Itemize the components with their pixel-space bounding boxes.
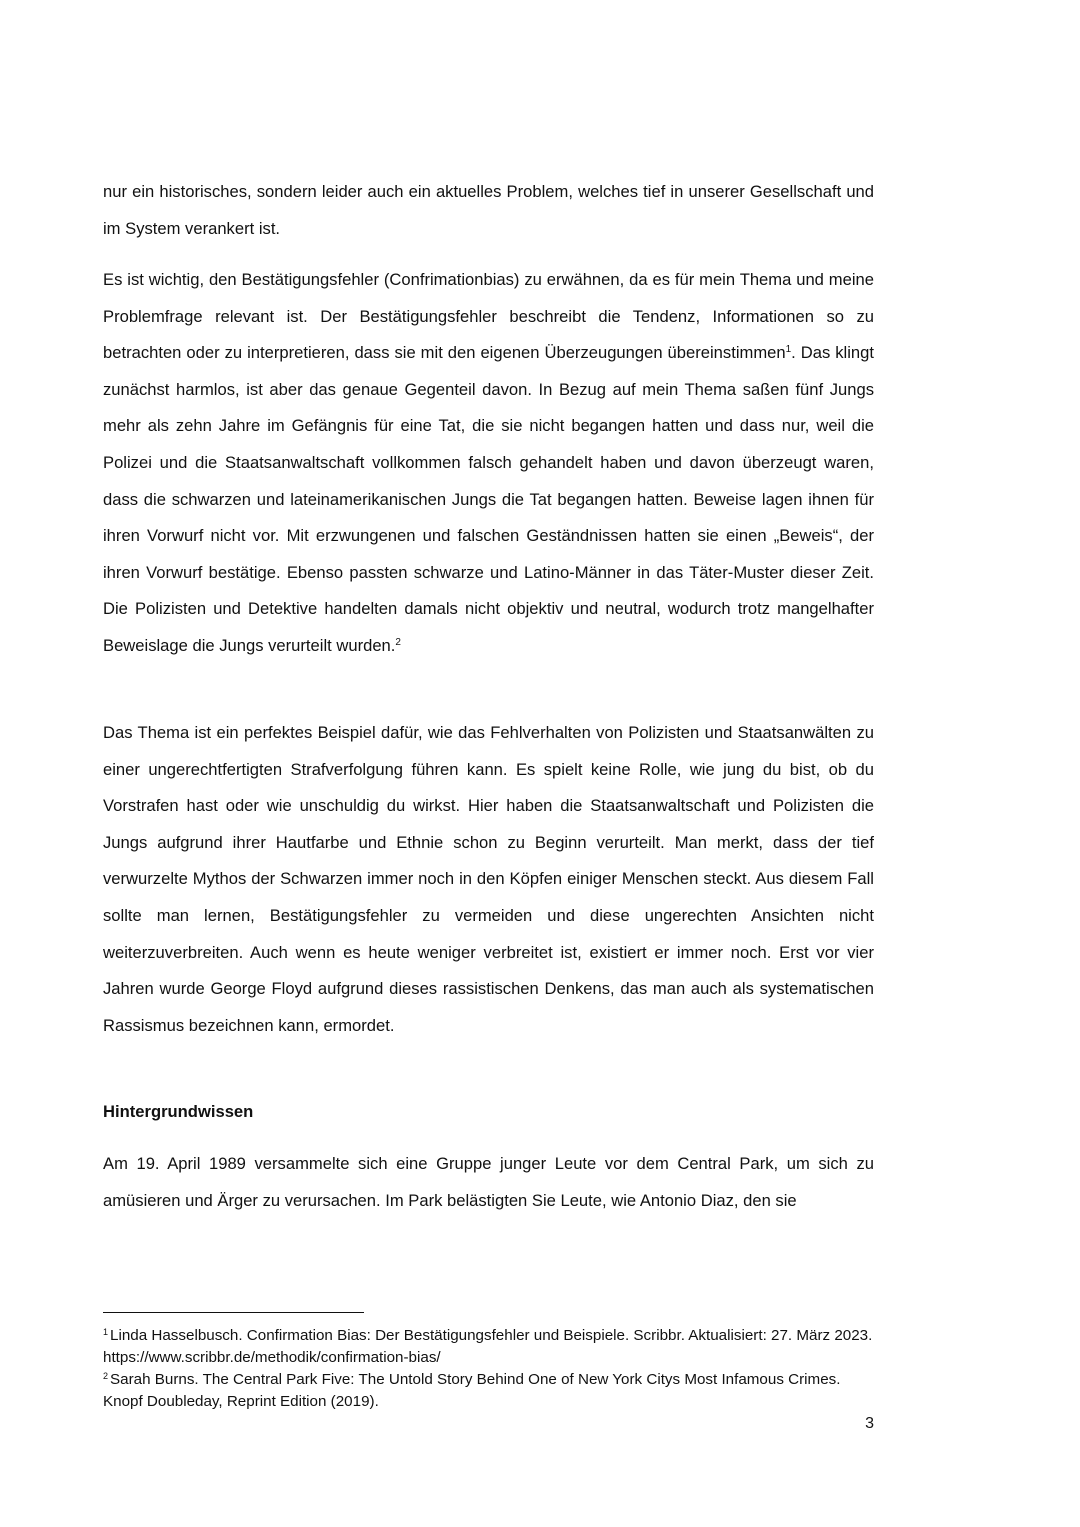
footnote-text: Linda Hasselbusch. Confirmation Bias: Der Bestätigungsfehler und Beispiele. Scribbr. Aktualisiert: 27. März 2023. https://www.scribbr.de/methodik/confirmation-bias/ bbox=[103, 1327, 873, 1366]
paragraph-text: . Das klingt zunächst harmlos, ist aber das genaue Gegenteil davon. In Bezug auf mein Thema saßen fünf Jungs mehr als zehn Jahre im Gefängnis für eine Tat, die sie nicht begangen hatten und dass nur, weil die Polizei und die Staatsanwaltschaft vollkommen falsch gehandelt haben und davon überzeugt waren, dass die schwarzen und lateinamerikanischen Jungs die Tat begangen hatten. Beweise lagen ihnen für ihren Vorwurf nicht vor. Mit erzwungenen und falschen Geständnissen hatten sie einen „Beweis“, der ihren Vorwurf bestätige. Ebenso passten schwarze und Latino-Männer in das Täter-Muster dieser Zeit. Die Polizisten und Detektive handelten damals nicht objektiv und neutral, wodurch trotz mangelhafter Beweislage die Jungs verurteilt wurden. bbox=[103, 343, 874, 655]
paragraph-background: Am 19. April 1989 versammelte sich eine Gruppe junger Leute vor dem Central Park, um sich zu amüsieren und Ärger zu verursachen. Im Park belästigten Sie Leute, wie Antonio Diaz, den sie bbox=[103, 1154, 874, 1210]
footnote-2 bbox=[103, 1369, 878, 1413]
footnote-1 bbox=[103, 1325, 878, 1369]
footnote-separator bbox=[103, 1312, 364, 1313]
paragraph-intro-continuation: nur ein historisches, sondern leider auch ein aktuelles Problem, welches tief in unserer Gesellschaft und im System verankert ist. bbox=[103, 182, 874, 238]
paragraph-text: Es ist wichtig, den Bestätigungsfehler (Confrimationbias) zu erwähnen, da es für mein Thema und meine Problemfrage relevant ist. Der Bestätigungsfehler beschreibt die Tendenz, Informationen so zu betrachten oder zu interpretieren, dass sie mit den eigenen Überzeugungen übereinstimmen bbox=[103, 270, 874, 363]
footnote-number: 2 bbox=[103, 1371, 109, 1381]
section-heading: Hintergrundwissen bbox=[103, 1102, 254, 1121]
page-number: 3 bbox=[865, 1415, 874, 1432]
paragraph-confirmation-bias bbox=[103, 262, 874, 665]
footnotes bbox=[103, 1325, 878, 1413]
footnote-reference-1[interactable]: 1 bbox=[785, 344, 792, 356]
footnote-text: Sarah Burns. The Central Park Five: The Untold Story Behind One of New York Citys Most Infamous Crimes. Knopf Doubleday, Reprint Edition (2019). bbox=[103, 1371, 841, 1410]
paragraph-misconduct: Das Thema ist ein perfektes Beispiel dafür, wie das Fehlverhalten von Polizisten und Staatsanwälten zu einer ungerechtfertigten Strafverfolgung führen kann. Es spielt keine Rolle, wie jung du bist, ob du Vorstrafen hast oder wie unschuldig du wirkst. Hier haben die Staatsanwaltschaft und Polizisten die Jungs aufgrund ihrer Hautfarbe und Ethnie schon zu Beginn verurteilt. Man merkt, dass der tief verwurzelte Mythos der Schwarzen immer noch in den Köpfen einiger Menschen steckt. Aus diesem Fall sollte man lernen, Bestätigungsfehler zu vermeiden und diese ungerechten Ansichten nicht weiterzuverbreiten. Auch wenn es heute weniger verbreitet ist, existiert er immer noch. Erst vor vier Jahren wurde George Floyd aufgrund dieses rassistischen Denkens, das man auch als systematischen Rassismus bezeichnen kann, ermordet. bbox=[103, 723, 874, 1035]
footnote-number: 1 bbox=[103, 1327, 109, 1337]
footnote-reference-2[interactable]: 2 bbox=[395, 636, 401, 648]
